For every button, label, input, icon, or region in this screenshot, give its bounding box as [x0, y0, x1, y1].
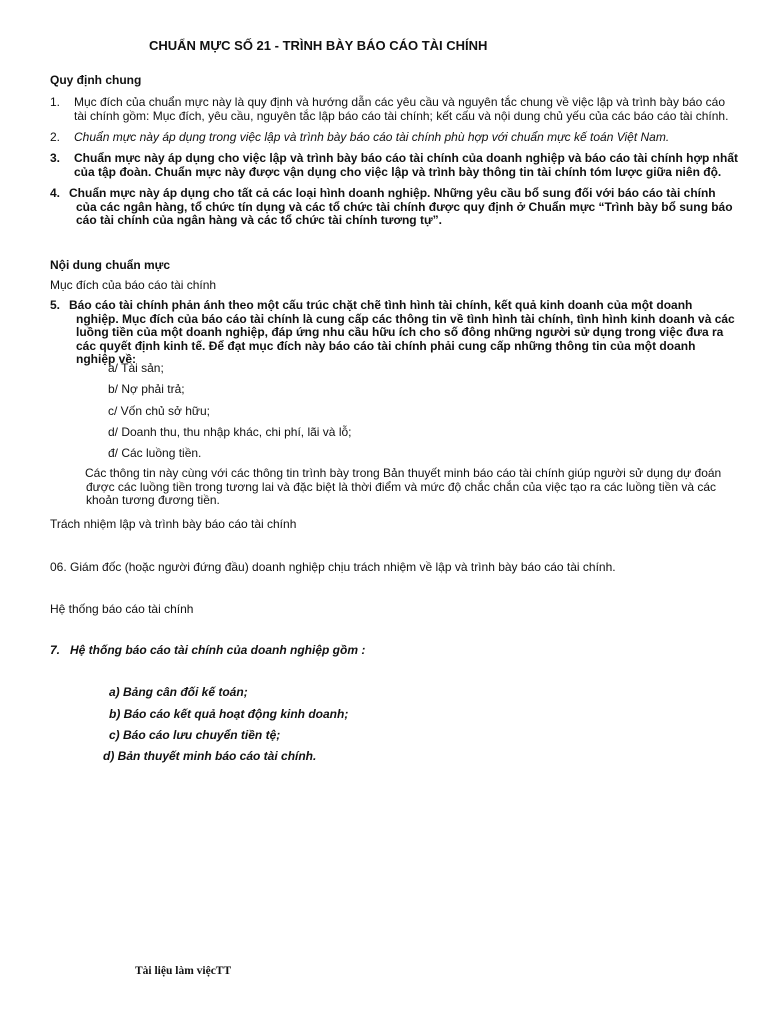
- paragraph-3: [50, 152, 738, 179]
- paragraph-number: 4.: [50, 186, 61, 200]
- list-item: b/ Nợ phải trả;: [108, 382, 185, 396]
- note-text: Các thông tin này cùng với các thông tin trình bày trong Bản thuyết minh báo cáo tài chính giúp người sử dụng dự đoán được các luồng tiền trong tương lai và đặc biệt là thời điểm và mức độ chắc chắn của việc tạo ra các luồng tiền và các khoản tương đương tiền.: [85, 466, 722, 507]
- paragraph-number: 3.: [50, 151, 61, 165]
- subheading-purpose: Mục đích của báo cáo tài chính: [50, 278, 217, 292]
- paragraph-number: 7.: [50, 643, 61, 657]
- note-paragraph: [78, 467, 733, 508]
- paragraph-7: [50, 643, 365, 657]
- paragraph-text: Mục đích của chuẩn mực này là quy định và hướng dẫn các yêu cầu và nguyên tắc chung về việc lập và trình bày báo cáo tài chính gồm: Mục đích, yêu cầu, nguyên tắc lập báo cáo tài chính; kết cấu và nội dung chủ yếu của các báo cáo tài chính.: [74, 95, 729, 123]
- document-title: CHUẨN MỰC SỐ 21 - TRÌNH BÀY BÁO CÁO TÀI CHÍNH: [149, 38, 488, 53]
- paragraph-text: Chuẩn mực này áp dụng cho tất cả các loại hình doanh nghiệp. Những yêu cầu bổ sung đối với báo cáo tài chính của các ngân hàng, tổ chức tín dụng và các tổ chức tài chính được quy định ở Chuẩn mực “Trình bày bổ sung báo cáo tài chính của ngân hàng và các tổ chức tài chính tương tự”.: [69, 186, 733, 227]
- paragraph-text: Hệ thống báo cáo tài chính của doanh nghiệp gồm :: [70, 643, 366, 657]
- paragraph-number: 2.: [50, 130, 61, 144]
- list-item: d) Bản thuyết minh báo cáo tài chính.: [103, 749, 317, 763]
- subheading-responsibility: Trách nhiệm lập và trình bày báo cáo tài chính: [50, 517, 297, 531]
- paragraph-text: Báo cáo tài chính phản ánh theo một cấu trúc chặt chẽ tình hình tài chính, kết quả kinh doanh của một doanh nghiệp. Mục đích của báo cáo tài chính là cung cấp các thông tin về tình hình tài chính, tình hình kinh doanh và các luồng tiền của một doanh nghiệp, đáp ứng nhu cầu hữu ích cho số đông những người sử dụng trong việc đưa ra các quyết định kinh tế. Để đạt mục đích này báo cáo tài chính phải cung cấp những thông tin của một doanh nghiệp về:: [69, 298, 735, 366]
- paragraph-text: Chuẩn mực này áp dụng trong việc lập và trình bày báo cáo tài chính phù hợp với chuẩn mực kế toán Việt Nam.: [74, 130, 670, 144]
- paragraph-6: 06. Giám đốc (hoặc người đứng đầu) doanh nghiệp chịu trách nhiệm về lập và trình bày báo cáo tài chính.: [50, 560, 616, 574]
- paragraph-2: [50, 131, 738, 145]
- paragraph-number: 1.: [50, 95, 61, 109]
- subheading-system: Hệ thống báo cáo tài chính: [50, 602, 194, 616]
- paragraph-4: [50, 187, 738, 228]
- paragraph-5: [50, 299, 738, 367]
- list-item: c) Báo cáo lưu chuyển tiền tệ;: [109, 728, 281, 742]
- list-item: a/ Tài sản;: [108, 361, 164, 375]
- list-item: a) Bảng cân đối kế toán;: [109, 685, 248, 699]
- section-heading-general: Quy định chung: [50, 73, 142, 87]
- footer-note: Tài liệu làm việcTT: [135, 965, 232, 977]
- list-item: c/ Vốn chủ sở hữu;: [108, 404, 210, 418]
- list-item: b) Báo cáo kết quả hoạt động kinh doanh;: [109, 707, 349, 721]
- paragraph-number: 5.: [50, 298, 61, 312]
- list-item: đ/ Các luồng tiền.: [108, 446, 202, 460]
- list-item: d/ Doanh thu, thu nhập khác, chi phí, lãi và lỗ;: [108, 425, 352, 439]
- paragraph-1: [50, 96, 738, 123]
- paragraph-text: Chuẩn mực này áp dụng cho việc lập và trình bày báo cáo tài chính của doanh nghiệp và báo cáo tài chính hợp nhất của tập đoàn. Chuẩn mực này được vận dụng cho việc lập và trình bày thông tin tài chính tóm lược giữa niên độ.: [74, 151, 738, 179]
- section-heading-content: Nội dung chuẩn mực: [50, 258, 171, 272]
